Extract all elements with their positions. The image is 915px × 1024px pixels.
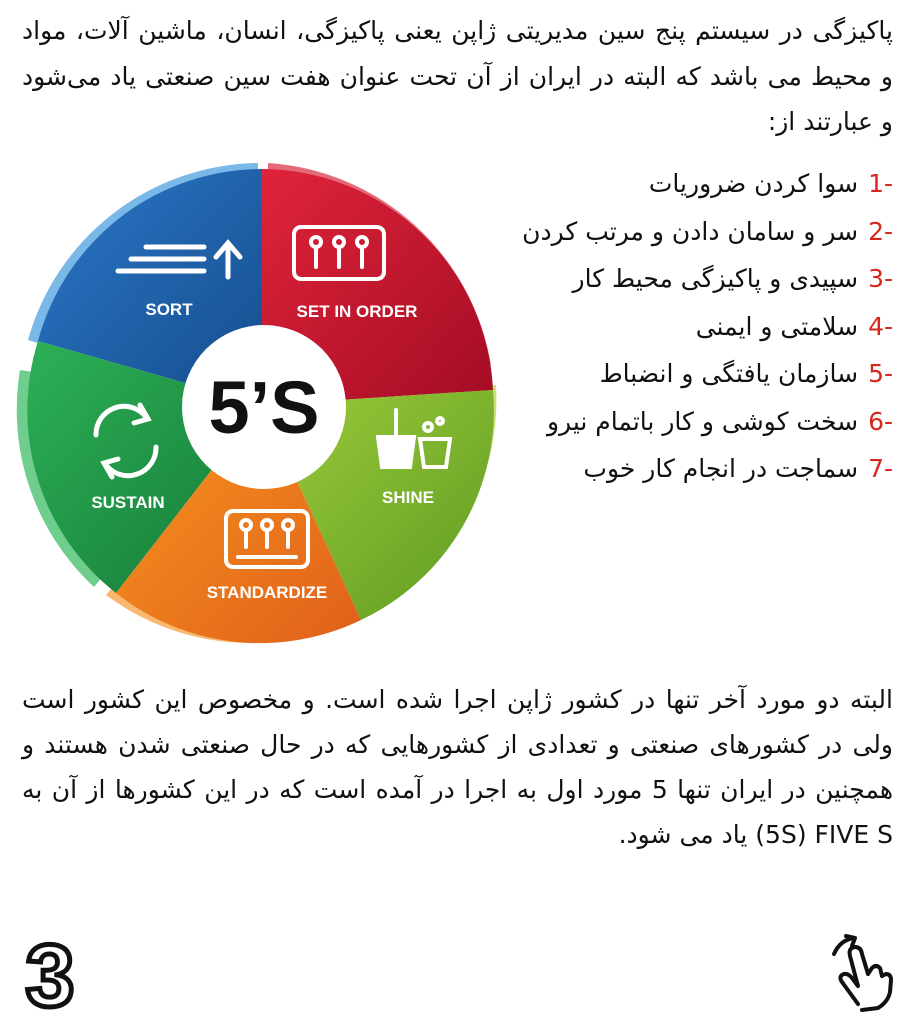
list-item-number: -1 [868,169,893,198]
swipe-hand-icon[interactable] [828,932,898,1012]
five-s-wheel-diagram [6,155,506,655]
list-item-number: -5 [868,359,893,388]
list-item [493,445,893,493]
list-item-number: -2 [868,216,893,246]
list-item [493,303,893,351]
center-label: 5’S [208,366,320,449]
list-item [493,160,893,208]
list-item-number: -3 [868,264,893,293]
intro-paragraph: پاکیزگی در سیستم پنج سین مدیریتی ژاپن یعنی پاکیزگی، انسان، ماشین آلات، مواد و محیط می باشد که البته در ایران از آن تحت عنوان هفت سین صنعتی یاد می‌شود و عبارتند از: [22,16,893,136]
list-item-text: سازمان یافتگی و انضباط [599,359,859,388]
page-number-badge [18,934,88,1014]
list-item-text: سر و سامان دادن و مرتب کردن [522,216,859,246]
list-item [493,208,893,256]
outro-paragraph: البته دو مورد آخر تنها در کشور ژاپن اجرا شده است. و مخصوص این کشور است ولی در کشورهای صنعتی و تعدادی از کشورهایی که در حال صنعتی شدن هستند و همچنین در ایران تنها 5 مورد اول به اجرا در آمده است که در این کشورها از آن به 5S) FIVE S) یاد می شود. [22,685,894,849]
list-item-text: سلامتی و ایمنی [695,311,859,341]
page-number: 3 [25,934,75,1014]
list-item-text: سپیدی و پاکیزگی محیط کار [572,264,859,293]
list-item-text: سوا کردن ضروریات [648,169,859,198]
list-item [493,350,893,398]
shine-label: SHINE [382,488,434,507]
list-item-number: -6 [868,406,893,436]
set-in-order-label: SET IN ORDER [296,302,418,321]
list-item [493,398,893,446]
sustain-label: SUSTAIN [91,493,165,512]
seven-s-list [493,160,893,493]
list-item-text: سماجت در انجام کار خوب [583,454,859,483]
list-item [493,255,893,303]
standardize-label: STANDARDIZE [206,583,328,602]
list-item-text: سخت کوشی و کار باتمام نیرو [546,406,859,436]
sort-label: SORT [145,300,193,319]
list-item-number: -7 [868,454,893,483]
list-item-number: -4 [868,311,893,341]
